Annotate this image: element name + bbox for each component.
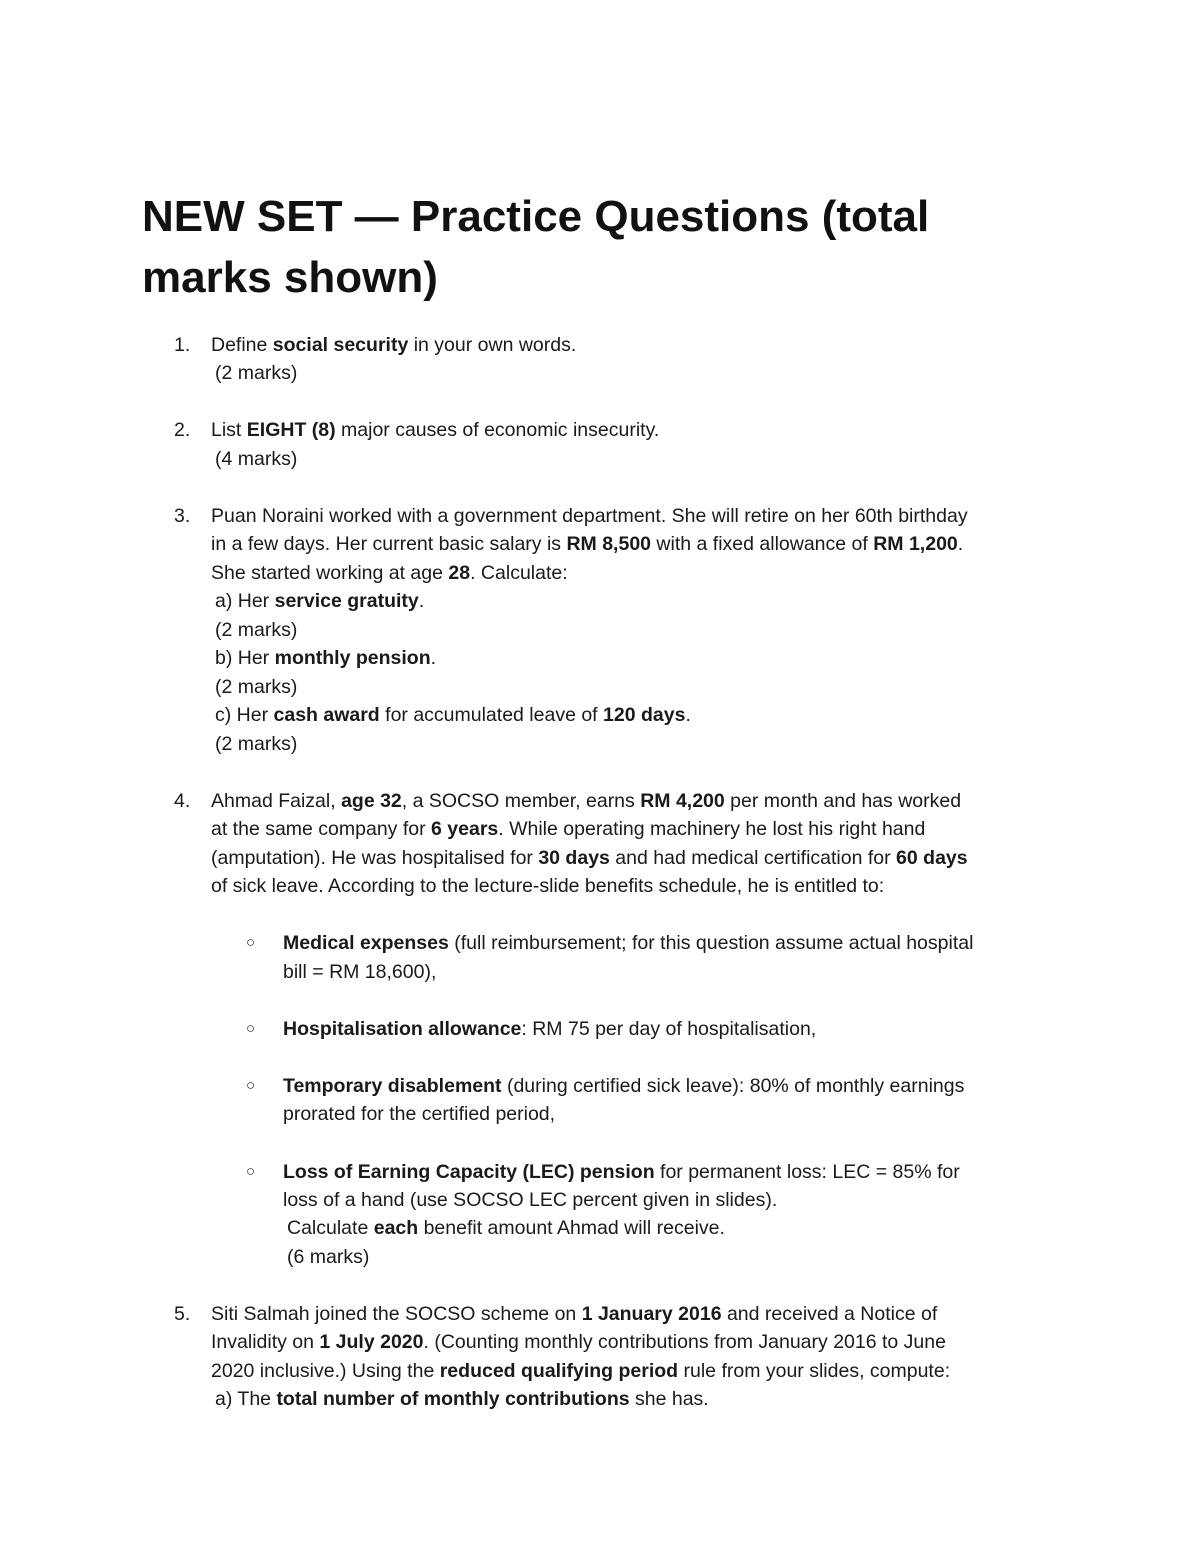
question-text-line: 2020 inclusive.) Using the reduced qualifying period rule from your slides, compute:: [211, 1360, 951, 1382]
marks-label: (6 marks): [287, 1246, 370, 1268]
benefit-item-lec-cont: loss of a hand (use SOCSO LEC percent given in slides).: [283, 1189, 778, 1211]
sub-question-c: c) Her cash award for accumulated leave of 120 days.: [215, 704, 691, 726]
question-text-line: of sick leave. According to the lecture-slide benefits schedule, he is entitled to:: [211, 875, 885, 897]
question-text-line: Puan Noraini worked with a government department. She will retire on her 60th birthday: [211, 505, 968, 527]
question-text-line: in a few days. Her current basic salary is RM 8,500 with a fixed allowance of RM 1,200.: [211, 533, 964, 555]
benefit-item-medical: Medical expenses (full reimbursement; for this question assume actual hospital: [283, 932, 974, 954]
question-text-line: Siti Salmah joined the SOCSO scheme on 1 January 2016 and received a Notice of: [211, 1303, 938, 1325]
benefit-item-temporary: Temporary disablement (during certified sick leave): 80% of monthly earnings: [283, 1075, 965, 1097]
question-text-line: Ahmad Faizal, age 32, a SOCSO member, earns RM 4,200 per month and has worked: [211, 790, 962, 812]
sub-question-a: a) The total number of monthly contributions she has.: [215, 1388, 709, 1410]
marks-label: (4 marks): [215, 448, 298, 470]
question-number: 4.: [174, 790, 191, 812]
marks-label: (2 marks): [215, 676, 298, 698]
calculate-instruction: Calculate each benefit amount Ahmad will receive.: [287, 1217, 725, 1239]
benefit-item-medical-cont: bill = RM 18,600),: [283, 961, 437, 983]
question-text-line: at the same company for 6 years. While operating machinery he lost his right hand: [211, 818, 926, 840]
benefit-item-hospitalisation: Hospitalisation allowance: RM 75 per day of hospitalisation,: [283, 1018, 817, 1040]
question-number: 5.: [174, 1303, 191, 1325]
question-number: 1.: [174, 334, 191, 356]
bullet-circle-icon: ○: [246, 1163, 256, 1180]
bullet-circle-icon: ○: [246, 934, 256, 951]
sub-question-a: a) Her service gratuity.: [215, 590, 425, 612]
question-text: Define social security in your own words.: [211, 334, 577, 356]
page-title: NEW SET — Practice Questions (total marks shown): [142, 192, 930, 302]
bullet-circle-icon: ○: [246, 1077, 256, 1094]
marks-label: (2 marks): [215, 733, 298, 755]
marks-label: (2 marks): [215, 619, 298, 641]
question-text-line: She started working at age 28. Calculate:: [211, 562, 568, 584]
benefit-item-lec: Loss of Earning Capacity (LEC) pension for permanent loss: LEC = 85% for: [283, 1161, 960, 1183]
question-text: List EIGHT (8) major causes of economic insecurity.: [211, 419, 660, 441]
benefit-item-temporary-cont: prorated for the certified period,: [283, 1103, 556, 1125]
sub-question-b: b) Her monthly pension.: [215, 647, 437, 669]
marks-label: (2 marks): [215, 362, 298, 384]
question-text-line: Invalidity on 1 July 2020. (Counting monthly contributions from January 2016 to June: [211, 1331, 946, 1353]
question-number: 2.: [174, 419, 191, 441]
bullet-circle-icon: ○: [246, 1020, 256, 1037]
question-text-line: (amputation). He was hospitalised for 30 days and had medical certification for 60 days: [211, 847, 968, 869]
question-number: 3.: [174, 505, 191, 527]
